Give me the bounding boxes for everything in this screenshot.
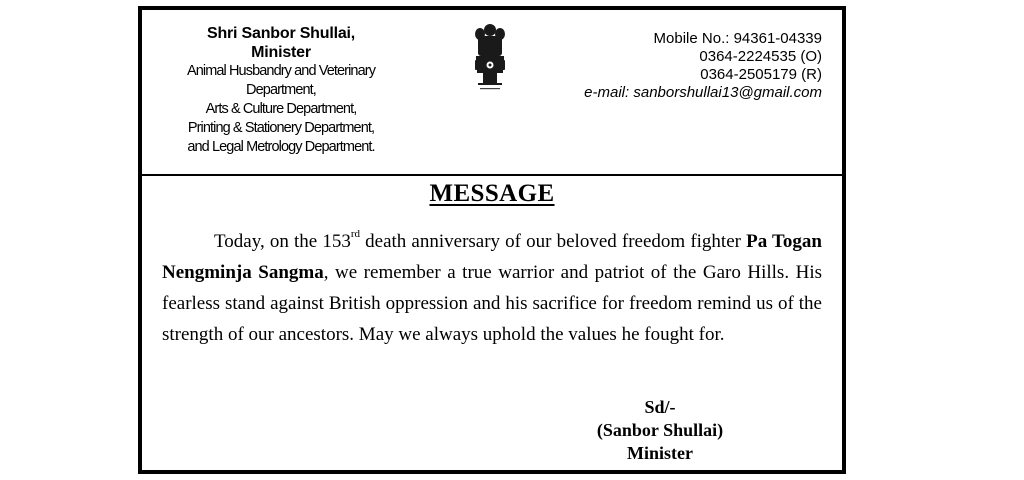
department-line: Animal Husbandry and Veterinary [186, 63, 376, 79]
email-address: e-mail: sanborshullai13@gmail.com [584, 84, 822, 101]
national-emblem-icon [470, 22, 510, 94]
message-paragraph [162, 226, 822, 350]
signature-block [560, 396, 760, 465]
paragraph-mid: death anniversary of our beloved freedom fighter [360, 231, 747, 252]
letterhead-frame [138, 6, 846, 474]
minister-details [156, 24, 406, 157]
signatory-name: (Sanbor Shullai) [596, 420, 724, 440]
residence-phone: 0364-2505179 (R) [700, 66, 822, 83]
freedom-fighter-name: Pa Togan Nengminja Sangma [162, 231, 822, 283]
paragraph-rest: , we remember a true warrior and patriot of the Garo Hills. His fearless stand against British oppression and his sacrifice for freedom remind us of the strength of our ancestors. May we always uphold the values he fought for. [162, 262, 822, 345]
department-line: Printing & Stationery Department, [187, 120, 375, 136]
contact-details [584, 30, 822, 102]
message-section [142, 174, 842, 470]
minister-name: Shri Sanbor Shullai, [206, 25, 356, 42]
department-line: Arts & Culture Department, [205, 101, 357, 117]
signatory-title: Minister [627, 443, 693, 463]
letterhead-header [142, 10, 842, 176]
minister-title: Minister [251, 44, 311, 61]
office-phone: 0364-2224535 (O) [699, 48, 822, 65]
signature-sd: Sd/- [644, 397, 676, 417]
department-line: Department, [246, 82, 316, 98]
mobile-number: Mobile No.: 94361-04339 [653, 30, 822, 47]
message-heading: MESSAGE [429, 180, 555, 207]
paragraph-intro: Today, on the 153 [214, 231, 351, 252]
department-line: and Legal Metrology Department. [187, 139, 375, 155]
ordinal-suffix: rd [350, 228, 361, 240]
